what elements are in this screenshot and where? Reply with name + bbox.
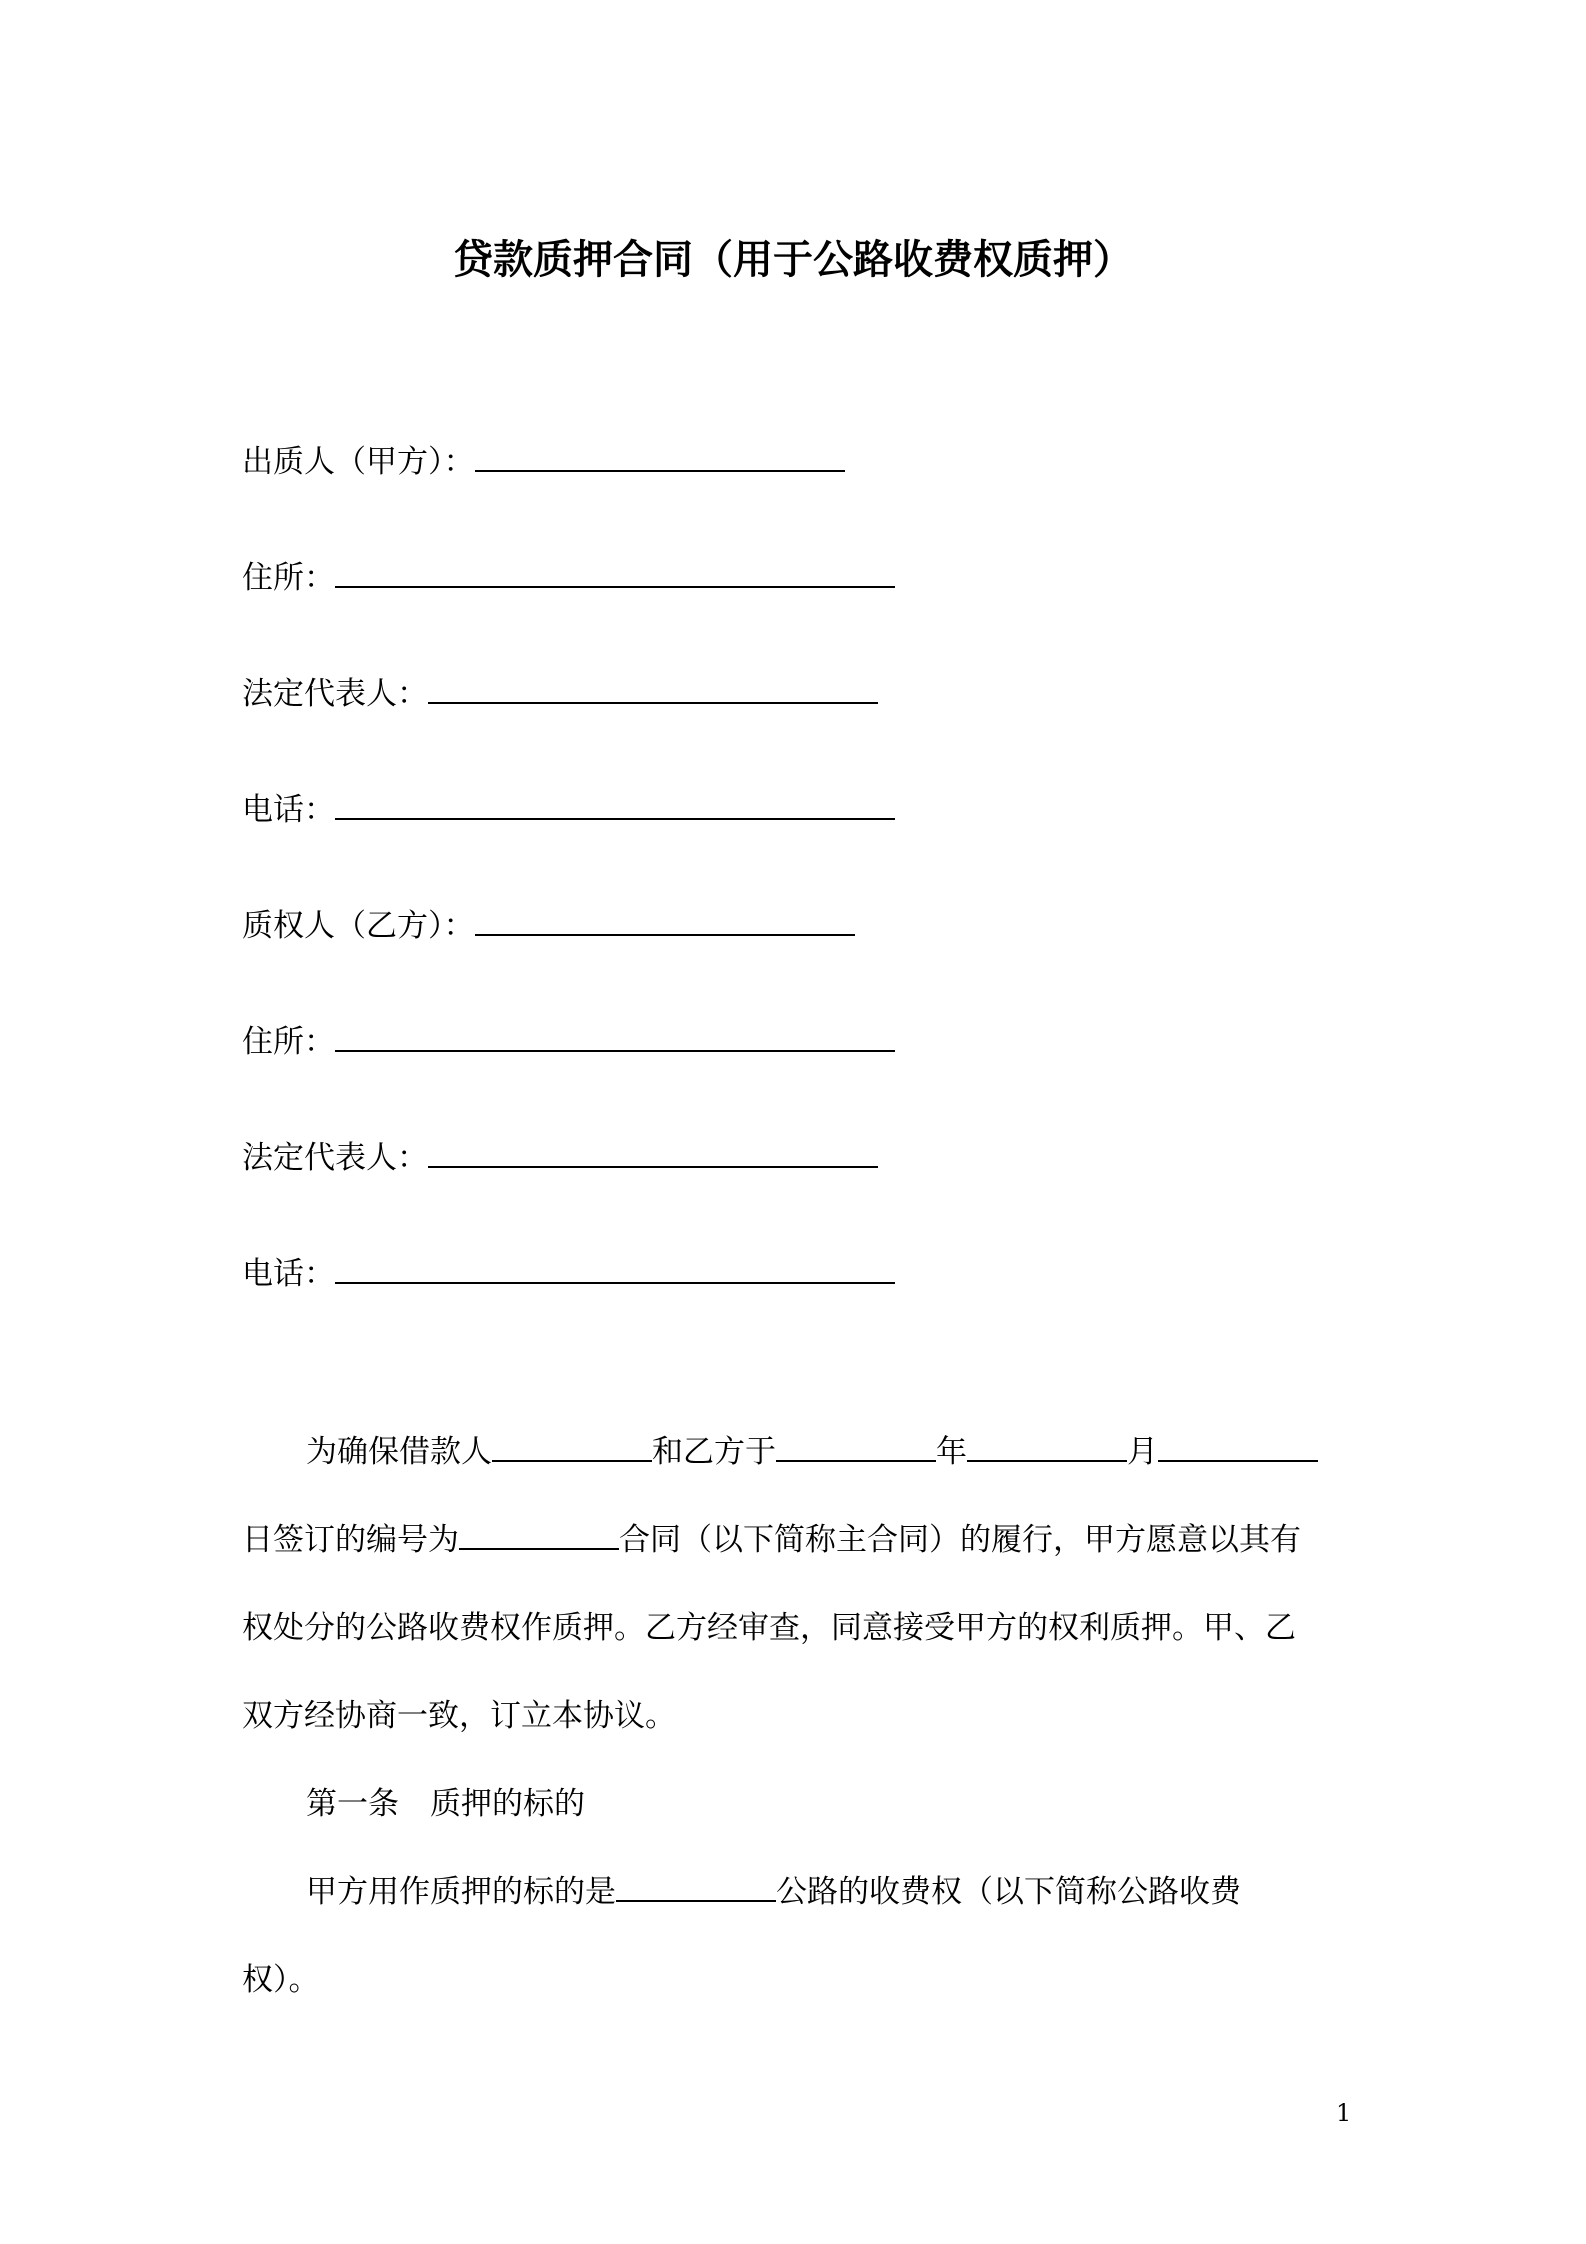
pledgee-representative-field (242, 1136, 878, 1180)
blank-line (428, 672, 878, 704)
field-label: 住所： (242, 560, 335, 596)
field-label: 电话： (242, 792, 335, 828)
blank-line (475, 440, 845, 472)
pledgor-representative-field (242, 672, 878, 716)
blank-line (1158, 1430, 1318, 1462)
field-label: 住所： (242, 1024, 335, 1060)
preamble-line-1: 为确保借款人 和乙方于 年 月 (242, 1430, 1352, 1474)
blank-line (428, 1136, 878, 1168)
field-label: 电话： (242, 1256, 335, 1292)
preamble-line-2: 日签订的编号为 合同（以下简称主合同）的履行，甲方愿意以其有 (242, 1518, 1352, 1562)
article-1-body-line-2: 权）。 (242, 1962, 320, 1998)
blank-line (776, 1430, 936, 1462)
blank-line (459, 1518, 619, 1550)
field-label: 法定代表人： (242, 676, 428, 712)
pledgor-name-field (242, 440, 845, 484)
preamble-line-4: 双方经协商一致，订立本协议。 (242, 1698, 676, 1734)
blank-line (616, 1870, 776, 1902)
field-label: 质权人（乙方）： (242, 908, 475, 944)
field-label: 出质人（甲方）： (242, 444, 475, 480)
blank-line (967, 1430, 1127, 1462)
blank-line (335, 788, 895, 820)
pledgor-address-field (242, 556, 895, 600)
pledgee-phone-field (242, 1252, 895, 1296)
blank-line (335, 556, 895, 588)
field-label: 法定代表人： (242, 1140, 428, 1176)
article-1-heading: 第一条 质押的标的 (306, 1786, 585, 1822)
blank-line (335, 1020, 895, 1052)
preamble-line-3: 权处分的公路收费权作质押。乙方经审查，同意接受甲方的权利质押。甲、乙 (242, 1610, 1296, 1646)
pledgee-address-field (242, 1020, 895, 1064)
pledgor-phone-field (242, 788, 895, 832)
document-title: 贷款质押合同（用于公路收费权质押） (453, 237, 1133, 283)
blank-line (475, 904, 855, 936)
page-number: 1 (1336, 2099, 1352, 2127)
blank-line (335, 1252, 895, 1284)
pledgee-name-field (242, 904, 855, 948)
article-1-body-line-1: 甲方用作质押的标的是 公路的收费权（以下简称公路收费 (242, 1870, 1352, 1914)
blank-line (492, 1430, 652, 1462)
